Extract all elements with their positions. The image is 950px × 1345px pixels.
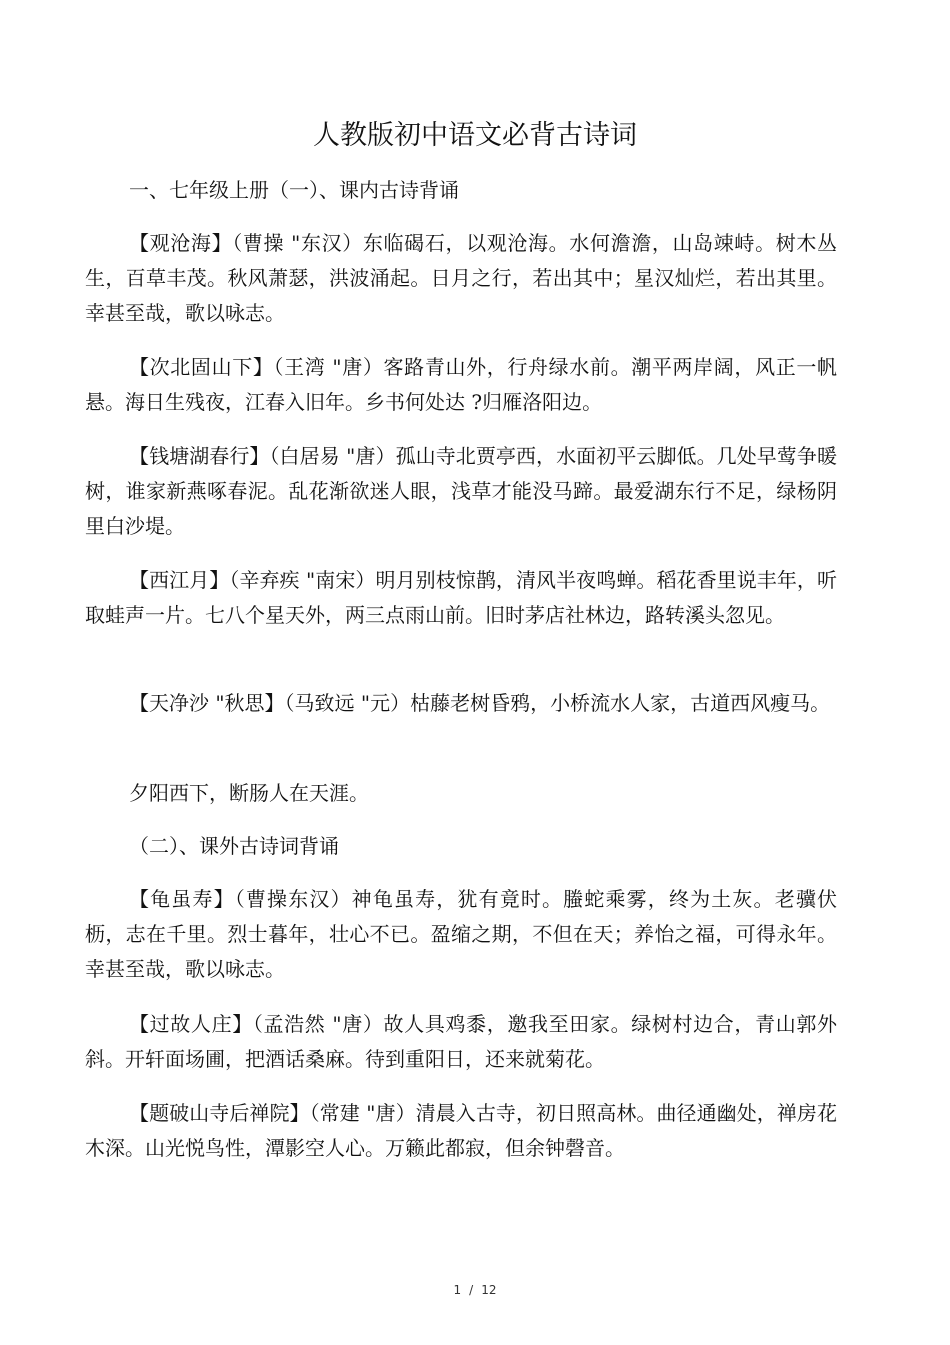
current-page-number: 1 [453, 1283, 462, 1297]
section-heading-in-class: 一、七年级上册（一）、课内古诗背诵 [129, 178, 459, 202]
poem-ti-po-shan-si-hou-chan-yuan: 【题破山寺后禅院】（常建 "唐）清晨入古寺，初日照高林。曲径通幽处，禅房花木深。山光悦鸟性，潭影空人心。万籁此都寂，但余钟磬音。 [85, 1101, 837, 1160]
poem-gui-sui-shou: 【龟虽寿】（曹操东汉）神龟虽寿，犹有竟时。螣蛇乘雾，终为土灰。老骥伏枥，志在千里。烈士暮年，壮心不已。盈缩之期，不但在天；养怡之福，可得永年。幸甚至哉，歌以咏志。 [85, 887, 837, 981]
poem-tian-jing-sha-qiu-si: 【天净沙 "秋思】（马致远 "元）枯藤老树昏鸦，小桥流水人家，古道西风瘦马。 [129, 691, 831, 715]
poem-guo-gu-ren-zhuang: 【过故人庄】（孟浩然 "唐）故人具鸡黍，邀我至田家。绿树村边合，青山郭外斜。开轩面场圃，把酒话桑麻。待到重阳日，还来就菊花。 [85, 1012, 837, 1071]
poem-qian-tang-hu-chun-xing: 【钱塘湖春行】（白居易 "唐）孤山寺北贾亭西，水面初平云脚低。几处早莺争暖树，谁家新燕啄春泥。乱花渐欲迷人眼，浅草才能没马蹄。最爱湖东行不足，绿杨阴里白沙堤。 [85, 444, 837, 538]
poem-guan-cang-hai: 【观沧海】（曹操 "东汉）东临碣石，以观沧海。水何澹澹，山岛竦峙。树木丛生，百草丰茂。秋风萧瑟，洪波涌起。日月之行，若出其中；星汉灿烂，若出其里。幸甚至哉，歌以咏志。 [85, 231, 837, 325]
page-separator: / [469, 1283, 474, 1297]
total-pages-number: 12 [481, 1283, 497, 1297]
poem-tian-jing-sha-last-line: 夕阳西下，断肠人在天涯。 [129, 781, 369, 805]
document-title: 人教版初中语文必背古诗词 [313, 120, 637, 151]
section-heading-extra: （二）、课外古诗词背诵 [129, 834, 339, 858]
page-number [0, 1282, 950, 1298]
poem-xi-jiang-yue: 【西江月】（辛弃疾 "南宋）明月别枝惊鹊，清风半夜鸣蝉。稻花香里说丰年，听取蛙声一片。七八个星天外，两三点雨山前。旧时茅店社林边，路转溪头忽见。 [85, 568, 837, 627]
poem-ci-bei-gu-shan-xia: 【次北固山下】（王湾 "唐）客路青山外，行舟绿水前。潮平两岸阔，风正一帆悬。海日生残夜，江春入旧年。乡书何处达 ?归雁洛阳边。 [85, 355, 837, 414]
